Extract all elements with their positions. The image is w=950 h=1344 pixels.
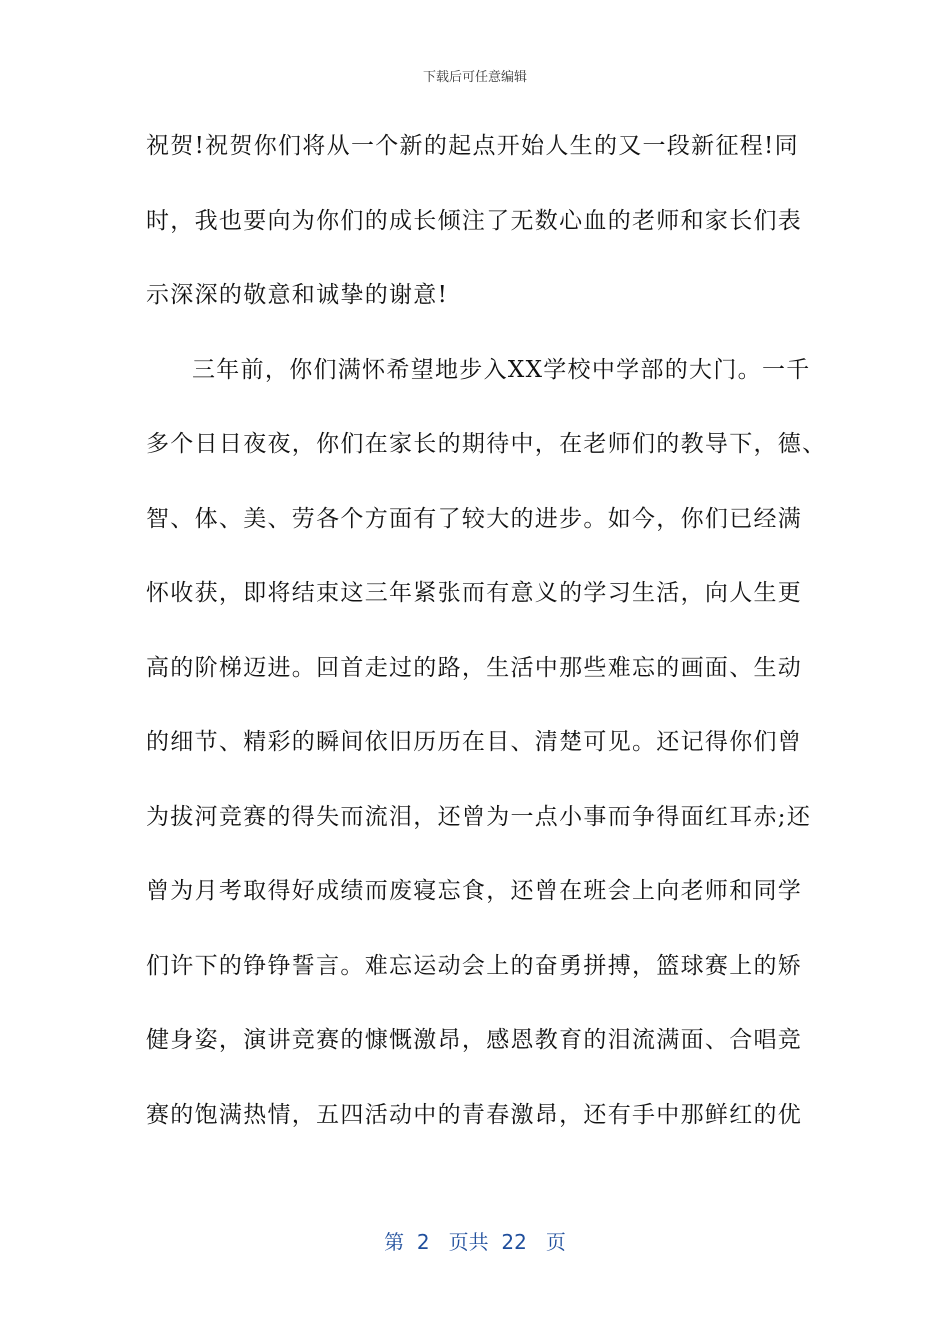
text-line: 时，我也要向为你们的成长倾注了无数心血的老师和家长们表 xyxy=(146,207,803,234)
page-number-footer: 第 2 页共 22 页 xyxy=(384,1230,566,1254)
text-line: 的细节、精彩的瞬间依旧历历在目、清楚可见。还记得你们曾 xyxy=(146,729,803,755)
text-line: 为拔河竞赛的得失而流泪，还曾为一点小事而争得面红耳赤;还 xyxy=(146,803,812,830)
text-line: 怀收获，即将结束这三年紧张而有意义的学习生活，向人生更 xyxy=(146,580,803,606)
text-line: 多个日日夜夜，你们在家长的期待中，在老师们的教导下，德、 xyxy=(146,431,827,457)
text-line: 们许下的铮铮誓言。难忘运动会上的奋勇拼搏，篮球赛上的矫 xyxy=(146,952,803,979)
text-line: 高的阶梯迈进。回首走过的路，生活中那些难忘的画面、生动 xyxy=(146,654,803,681)
text-line: 赛的饱满热情，五四活动中的青春激昂，还有手中那鲜红的优 xyxy=(146,1101,803,1128)
text-line: 示深深的敬意和诚挚的谢意! xyxy=(146,282,449,308)
text-line: 三年前，你们满怀希望地步入XX学校中学部的大门。一千 xyxy=(192,356,811,383)
text-line: 健身姿，演讲竞赛的慷慨激昂，感恩教育的泪流满面、合唱竞 xyxy=(146,1027,803,1053)
document-body xyxy=(146,126,827,1169)
text-line: 曾为月考取得好成绩而废寝忘食，还曾在班会上向老师和同学 xyxy=(146,878,803,904)
text-line: 祝贺!祝贺你们将从一个新的起点开始人生的又一段新征程!同 xyxy=(146,133,799,159)
text-line: 智、体、美、劳各个方面有了较大的进步。如今，你们已经满 xyxy=(146,505,803,532)
header-note: 下载后可任意编辑 xyxy=(422,70,527,85)
